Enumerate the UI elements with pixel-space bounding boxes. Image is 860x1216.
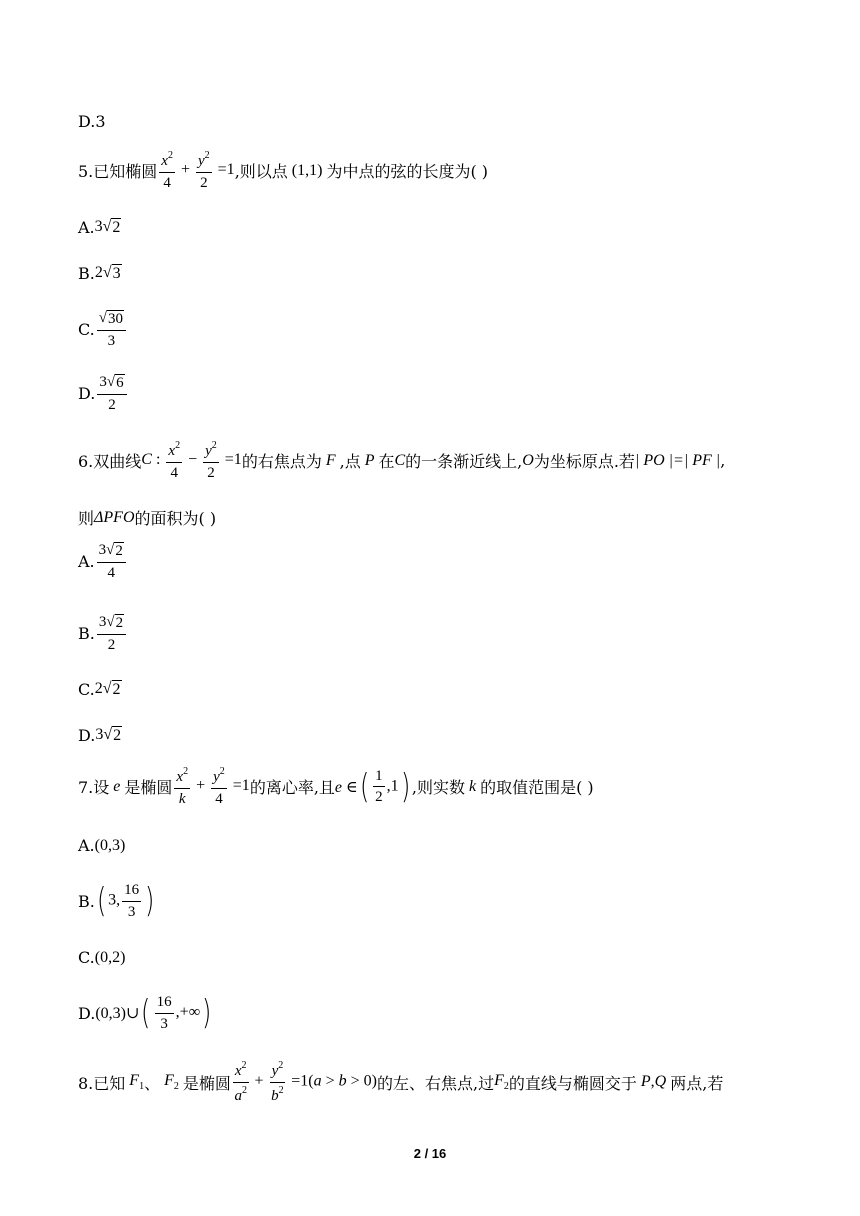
q7-option-d: D. (0,3)∪ ( $\frac{16}{3}$ ,+∞ ): [78, 993, 212, 1033]
q7-ellipse-equation: $\frac{x^2}{k}$ + $\frac{y^2}{4}$ =1: [176, 766, 250, 807]
q5-option-d: D. 3√ 6 2: [78, 374, 129, 413]
q6-stem: 6.双曲线 C : $\frac{x^2}{4}$ − $\frac{y^2}{2}$ =1 的右焦点为 F ,点 P 在 C 的一条渐近线上, O 为坐标原点.若 | PO |=| PF | ,: [78, 440, 726, 481]
q6-option-c: C. 2√ 2: [78, 680, 121, 699]
q7-option-b: B. ( 3, $\frac{16}{3}$ ): [78, 881, 155, 921]
q7-option-c: C. (0,2): [78, 948, 126, 967]
q6-hyperbola-equation: C : $\frac{x^2}{4}$ − $\frac{y^2}{2}$ =1: [141, 440, 242, 481]
q7-option-a: A. (0,3): [78, 836, 126, 855]
q6-option-d: D. 3√ 2: [78, 726, 122, 745]
q7-stem: 7.设 e 是椭圆 $\frac{x^2}{k}$ + $\frac{y^2}{4}$ =1 的离心率,且 e ∈ ( $\frac{1}{2}$ ,1 ) ,则实数 k 的取值范围是( ): [78, 766, 594, 807]
q8-ellipse-equation: $\frac{x^2}{a^2}$ + $\frac{y^2}{b^2}$ =1(a > b > 0): [234, 1060, 377, 1104]
q6-option-b: B. 3√ 2 2: [78, 614, 128, 653]
q8-stem: 8.已知 $F_1$ 、 $F_2$ 是椭圆 $\frac{x^2}{a^2}$ + $\frac{y^2}{b^2}$ =1(a > b > 0) 的左、右焦点,过 $F_2$ 的直线与椭圆交于 P,Q 两点,若: [78, 1060, 724, 1104]
q5-ellipse-equation: $\frac{x^2}{4}$ + $\frac{y^2}{2}$ =1: [161, 150, 235, 191]
q4-option-d: D.3: [78, 112, 106, 131]
q5-stem: 5.已知椭圆 $\frac{x^2}{4}$ + $\frac{y^2}{2}$ =1 ,则以点 (1,1) 为中点的弦的长度为( ): [78, 150, 489, 191]
q5-option-a: A. 3√ 2: [78, 218, 121, 237]
q5-option-c: C. √ 30 3: [78, 310, 128, 349]
q6-stem-line2: 则 ΔPFO 的面积为( ): [78, 508, 217, 528]
q6-option-a: A. 3√ 2 4: [78, 542, 128, 581]
q5-option-b: B. 2√ 3: [78, 264, 121, 283]
page-number: 2 / 16: [413, 1146, 447, 1161]
